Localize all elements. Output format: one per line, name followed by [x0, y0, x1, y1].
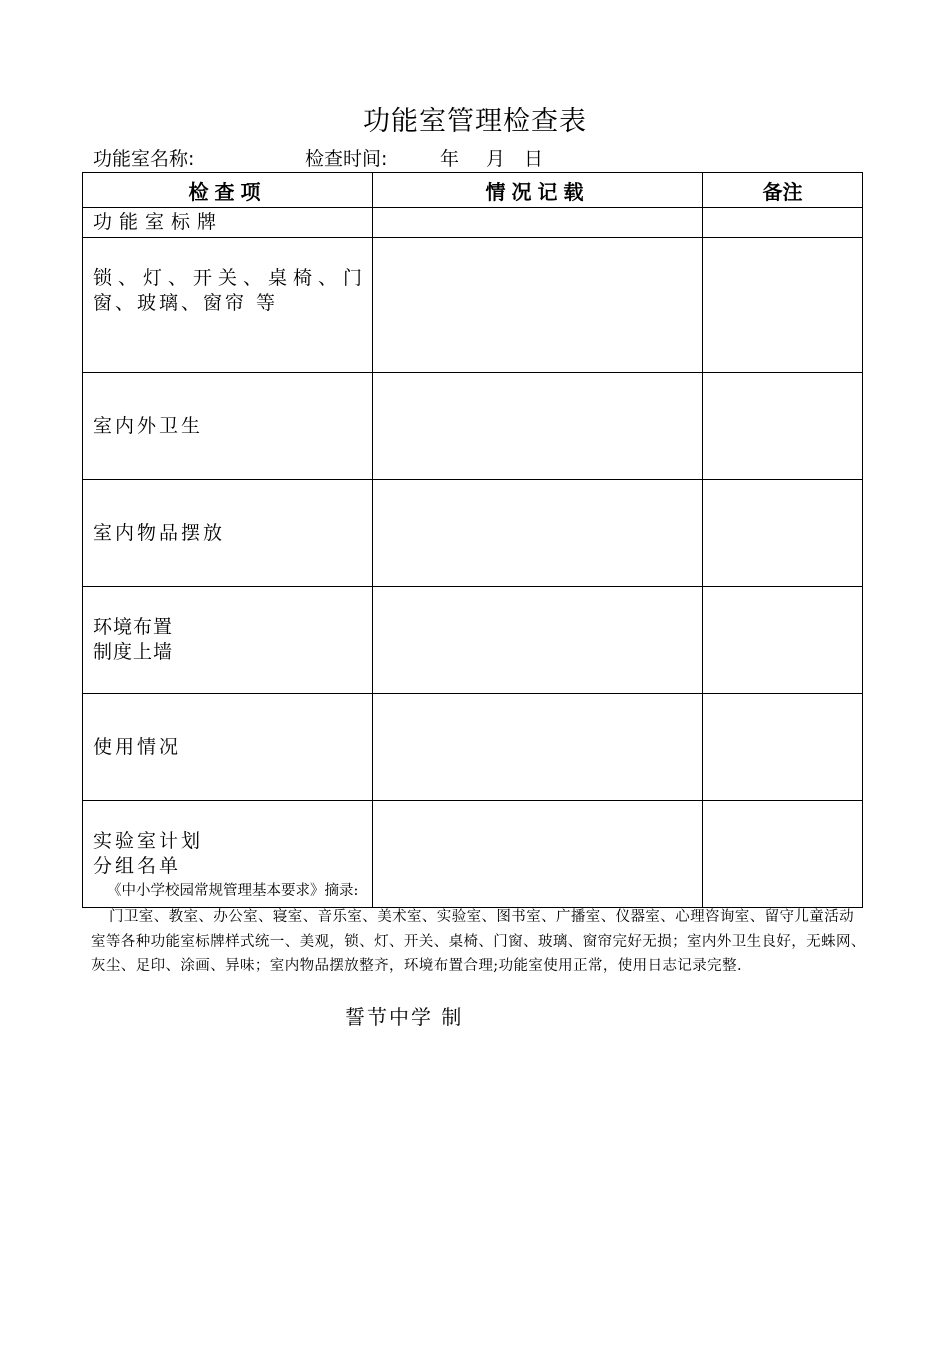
room-name-label: 功能室名称:: [93, 148, 195, 170]
header-item: 检查项: [83, 173, 373, 208]
note-heading: 《中小学校园常规管理基本要求》摘录:: [107, 883, 359, 899]
notes-cell[interactable]: [703, 480, 863, 587]
item-label: 室内外卫生: [93, 414, 204, 437]
header-notes: 备注: [703, 173, 863, 208]
item-cell: [83, 694, 373, 801]
inspection-table: [82, 172, 863, 908]
notes-cell[interactable]: [703, 801, 863, 908]
table-row: [83, 694, 863, 801]
record-cell[interactable]: [373, 238, 703, 373]
notes-cell[interactable]: [703, 694, 863, 801]
note-body: 门卫室、教室、办公室、寝室、音乐室、美术室、实验室、图书室、广播室、仪器室、心理咨询室、留守儿童活动室等各种功能室标牌样式统一、美观，锁、灯、开关、桌椅、门窗、玻璃、窗帘完好无损；室内外卫生良好，无蛛网、灰尘、足印、涂画、异味；室内物品摆放整齐，环境布置合理;功能室使用正常，使用日志记录完整.: [91, 909, 866, 974]
table-row: [83, 480, 863, 587]
record-cell[interactable]: [373, 373, 703, 480]
table-header-row: [83, 173, 863, 208]
item-cell: [83, 238, 373, 373]
notes-cell[interactable]: [703, 373, 863, 480]
item-cell: [83, 587, 373, 694]
record-cell[interactable]: [373, 694, 703, 801]
item-label: 实验室计划: [93, 830, 204, 852]
table-row: [83, 373, 863, 480]
table-row: [83, 238, 863, 373]
item-label: 环境布置: [93, 616, 174, 638]
month-label: 月: [486, 148, 506, 170]
page-title: 功能室管理检查表: [363, 106, 587, 137]
signature: 誓节中学 制: [345, 1005, 464, 1029]
record-cell[interactable]: [373, 587, 703, 694]
item-label: 分组名单: [93, 855, 182, 877]
record-cell[interactable]: [373, 801, 703, 908]
item-label: 制度上墙: [93, 641, 174, 663]
header-record: 情况记载: [373, 173, 703, 208]
item-cell: [83, 480, 373, 587]
item-cell: [83, 373, 373, 480]
item-label: 锁、灯、开关、桌椅、门: [93, 267, 369, 289]
record-cell[interactable]: [373, 208, 703, 238]
notes-cell[interactable]: [703, 238, 863, 373]
year-label: 年: [440, 148, 460, 170]
item-label: 功能室标牌: [93, 211, 224, 233]
item-label: 使用情况: [93, 735, 182, 758]
check-time-label: 检查时间:: [305, 148, 388, 170]
day-label: 日: [524, 148, 544, 170]
table-row: [83, 208, 863, 238]
item-label: 室内物品摆放: [93, 521, 226, 544]
item-cell: [83, 208, 373, 238]
item-label: 窗、玻璃、窗帘 等: [93, 292, 279, 314]
notes-cell[interactable]: [703, 587, 863, 694]
notes-cell[interactable]: [703, 208, 863, 238]
record-cell[interactable]: [373, 480, 703, 587]
table-row: [83, 587, 863, 694]
